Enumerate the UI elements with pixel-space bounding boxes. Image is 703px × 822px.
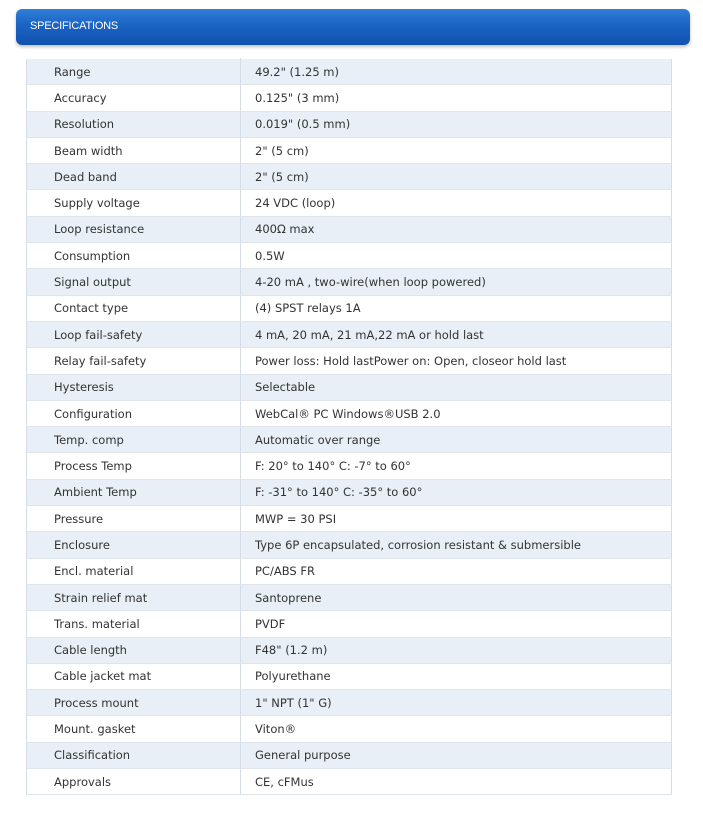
spec-label: Supply voltage <box>27 190 241 216</box>
spec-value: 2" (5 cm) <box>241 137 672 163</box>
spec-label: Temp. comp <box>27 427 241 453</box>
table-row <box>27 400 672 426</box>
spec-value: 2" (5 cm) <box>241 164 672 190</box>
spec-value: 4 mA, 20 mA, 21 mA,22 mA or hold last <box>241 321 672 347</box>
table-row <box>27 374 672 400</box>
spec-label: Cable jacket mat <box>27 663 241 689</box>
table-row <box>27 111 672 137</box>
spec-value: Viton® <box>241 716 672 742</box>
table-row <box>27 321 672 347</box>
spec-label: Dead band <box>27 164 241 190</box>
spec-label: Consumption <box>27 243 241 269</box>
spec-label: Process Temp <box>27 453 241 479</box>
spec-value: Polyurethane <box>241 663 672 689</box>
spec-label: Hysteresis <box>27 374 241 400</box>
spec-value: (4) SPST relays 1A <box>241 295 672 321</box>
spec-label: Range <box>27 59 241 85</box>
table-row <box>27 216 672 242</box>
spec-value: 0.019" (0.5 mm) <box>241 111 672 137</box>
spec-value: Automatic over range <box>241 427 672 453</box>
table-row <box>27 348 672 374</box>
table-row <box>27 637 672 663</box>
spec-label: Classification <box>27 742 241 768</box>
table-row <box>27 769 672 795</box>
spec-label: Enclosure <box>27 532 241 558</box>
spec-value: Type 6P encapsulated, corrosion resistant & submersible <box>241 532 672 558</box>
spec-label: Ambient Temp <box>27 479 241 505</box>
specifications-header <box>16 9 690 45</box>
spec-label: Relay fail-safety <box>27 348 241 374</box>
table-row <box>27 59 672 85</box>
spec-label: Mount. gasket <box>27 716 241 742</box>
table-row <box>27 85 672 111</box>
spec-label: Beam width <box>27 137 241 163</box>
spec-value: 0.5W <box>241 243 672 269</box>
table-row <box>27 190 672 216</box>
spec-value: Selectable <box>241 374 672 400</box>
spec-label: Process mount <box>27 690 241 716</box>
spec-value: General purpose <box>241 742 672 768</box>
table-row <box>27 243 672 269</box>
spec-value: 1" NPT (1" G) <box>241 690 672 716</box>
spec-value: F48" (1.2 m) <box>241 637 672 663</box>
spec-value: CE, cFMus <box>241 769 672 795</box>
spec-label: Signal output <box>27 269 241 295</box>
table-row <box>27 532 672 558</box>
spec-value: 0.125" (3 mm) <box>241 85 672 111</box>
specifications-table <box>26 58 672 795</box>
table-row <box>27 611 672 637</box>
spec-label: Strain relief mat <box>27 584 241 610</box>
table-row <box>27 453 672 479</box>
spec-value: PC/ABS FR <box>241 558 672 584</box>
table-row <box>27 690 672 716</box>
spec-value: 4-20 mA , two-wire(when loop powered) <box>241 269 672 295</box>
spec-label: Approvals <box>27 769 241 795</box>
table-row <box>27 716 672 742</box>
table-row <box>27 558 672 584</box>
spec-label: Pressure <box>27 506 241 532</box>
spec-value: WebCal® PC Windows®USB 2.0 <box>241 400 672 426</box>
spec-value: 24 VDC (loop) <box>241 190 672 216</box>
table-row <box>27 506 672 532</box>
spec-label: Resolution <box>27 111 241 137</box>
table-row <box>27 584 672 610</box>
spec-label: Accuracy <box>27 85 241 111</box>
spec-value: 49.2" (1.25 m) <box>241 59 672 85</box>
spec-value: MWP = 30 PSI <box>241 506 672 532</box>
spec-label: Configuration <box>27 400 241 426</box>
spec-value: F: 20° to 140° C: -7° to 60° <box>241 453 672 479</box>
table-row <box>27 137 672 163</box>
table-row <box>27 269 672 295</box>
section-title: SPECIFICATIONS <box>30 20 119 32</box>
spec-value: F: -31° to 140° C: -35° to 60° <box>241 479 672 505</box>
spec-value: Power loss: Hold lastPower on: Open, closeor hold last <box>241 348 672 374</box>
spec-value: PVDF <box>241 611 672 637</box>
table-row <box>27 295 672 321</box>
table-row <box>27 164 672 190</box>
spec-label: Loop fail-safety <box>27 321 241 347</box>
table-row <box>27 742 672 768</box>
table-row <box>27 479 672 505</box>
spec-label: Cable length <box>27 637 241 663</box>
spec-label: Loop resistance <box>27 216 241 242</box>
spec-label: Contact type <box>27 295 241 321</box>
spec-label: Encl. material <box>27 558 241 584</box>
table-row <box>27 663 672 689</box>
spec-value: 400Ω max <box>241 216 672 242</box>
spec-label: Trans. material <box>27 611 241 637</box>
table-row <box>27 427 672 453</box>
spec-value: Santoprene <box>241 584 672 610</box>
